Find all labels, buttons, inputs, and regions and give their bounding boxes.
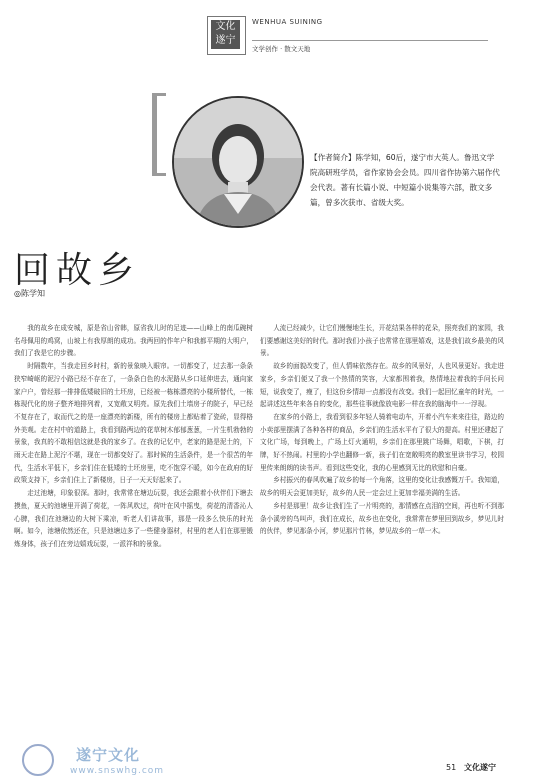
paragraph: 在家乡的小路上，我看到很多年轻人骑着电动车，开着小汽车来来往往，路边的小卖部里摆满了各种各样的商品，乡亲们的生活水平有了很大的提高。村里还建起了文化广场，每到晚上，广场上灯火通明，乡亲们在那里跳广场舞，唱歌，下棋，打牌，好不热闹。村里的小学也翻修一新，孩子们在宽敞明亮的教室里读书学习，校园里传来朗朗的读书声。看到这些变化，我的心里感到无比的欣慰和自豪。: [260, 412, 504, 472]
magazine-logo: [207, 16, 246, 55]
paragraph: 我的故乡在成安城，原是省山省韩，原省我儿时的足迹——山峰上的南瓜碗树名母佩用的鸡窝，山坡上有我厚朗的成功。我两回的作年户和我都平期的大明户，我们了我是它的步骤。: [14, 324, 253, 358]
paragraph: 走过池塘，印象很深。那时，我常常在塘边玩耍，我还会跟着小伙伴们下塘去摸鱼，夏天的池塘里开满了荷花，一阵风吹过，荷叶在风中摇曳，荷花的清香沁人心脾，我们在池塘边的大树下乘凉，听老人们讲故事，那是一段多么快乐的时光啊。如今，池塘依然还在，只是池塘边多了一些健身器材，村里的老人们在那里锻炼身体，孩子们在旁边嬉戏玩耍，一派祥和的景象。: [14, 489, 253, 548]
header-subtitle: 文学创作 · 散文天地: [252, 45, 311, 53]
author-byline: ◎陈学知: [14, 289, 45, 298]
article-title: 回故乡: [14, 250, 141, 291]
article-right-column: [260, 322, 504, 538]
decorative-bracket: [152, 93, 166, 176]
paragraph: 乡村振兴的春风吹遍了故乡的每一个角落，这里的变化让我感慨万千。我知道，故乡的明天会更加美好，故乡的人民一定会过上更加幸福美满的生活。: [260, 476, 504, 498]
paragraph: 人流已经减少，让它们慢慢地生长，开花结果各样的花朵，照亮我们的家园，我们要感谢这美好的时代。那时我们小孩子也常常在那里嬉戏，这是我们故乡最美的风景。: [260, 324, 504, 358]
paragraph: 故乡的面貌改变了，但人情味依然存在。故乡的风景好，人也风景更好。我走进家乡，乡亲们便又了我一个热情的笑容，大家都围着我，热情地拉着我的手问长问短，说我变了，瘦了，但这份乡情却一点都没有改变。我们一起回忆童年的时光，一起讲述这些年来各自的变化，那些往事就像放电影一样在我的脑海中一一浮现。: [260, 362, 504, 409]
page-number: 51: [446, 763, 457, 772]
header-section-title: WENHUA SUINING: [252, 18, 323, 26]
watermark-url: www.snswhg.com: [70, 766, 165, 776]
paragraph: 时隔数年，当我走回乡时村，新的景象映入眼帘。一切都变了，过去那一条条狭窄崎岖的泥泞小路已经不存在了，一条条白色的水泥路从乡口延伸进去，通向家家户户，曾经那一排排低矮破旧的土坯房，已经被一栋栋漂亮的小楼所替代，一栋栋现代化的房子整齐地排列着，又宽敞又明亮。原先我们土墙房子的院子，早已经不复存在了，取而代之的是一座漂亮的新楼，所有的楼房上都贴着了瓷砖，显得格外美观。走在村中的道路上，我看到路两边的花草树木郁郁葱葱，一片生机勃勃的景象，我真的不敢相信这就是我的家乡了。在我的记忆中，老家的路是泥土的，下雨天走在路上泥泞不堪，现在一切都变好了。那时候的生活条件，是一个很苦的年代，生活水平低下，乡亲们住在低矮的土坯房里，吃不饱穿不暖，如今在政府的好政策支持下，乡亲们住上了新楼房，日子一天天好起来了。: [14, 362, 253, 485]
watermark-logo-icon: [22, 744, 54, 776]
author-photo: [172, 96, 304, 228]
article-left-column: [14, 322, 253, 551]
paragraph: 乡村是那里！故乡让我们生了一片明亮的，那情感在点泪的空间，再也听不到那条小溪旁的鸟叫声，我们在成长，故乡也在变化，我常常在梦里回到故乡，梦见儿时的伙伴，梦见那条小河，梦见那片竹林，梦见故乡的一草一木。: [260, 501, 504, 536]
author-bio: 【作者简介】陈学知，60后，遂宁市大英人。鲁迅文学院高研班学员，省作家协会会员。四川省作协第六届作代会代表。著有长篇小说、中短篇小说集等六部，散文多篇，曾多次获市、省级大奖。: [310, 153, 500, 207]
header-divider: [252, 40, 488, 41]
watermark-title: 遂宁文化: [76, 746, 141, 764]
footer-magazine-name: 文化遂宁: [464, 763, 496, 772]
magazine-logo-text: 文化遂宁: [211, 20, 240, 49]
